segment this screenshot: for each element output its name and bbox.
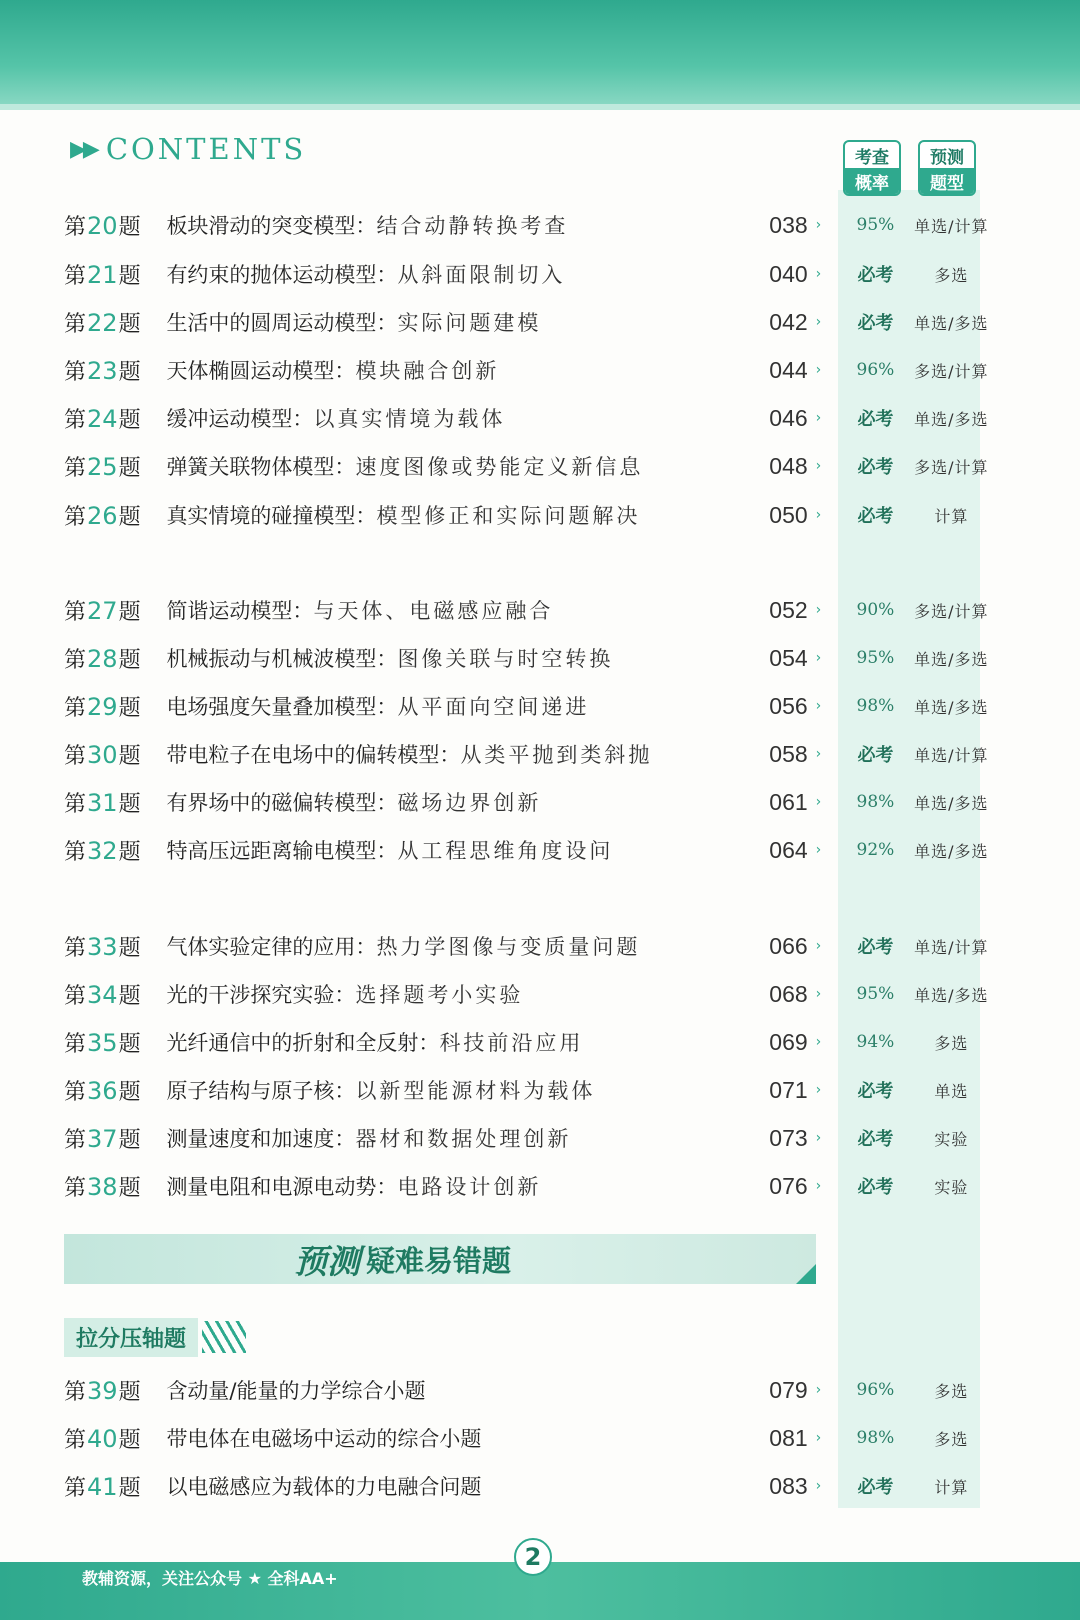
chevron-right-icon: › [815, 1034, 822, 1050]
chevron-right-icon: › [815, 314, 822, 330]
page-ref: 061 [769, 788, 808, 815]
exam-probability-header-line2: 概率 [845, 168, 899, 194]
question-number-value: 23 [87, 356, 118, 385]
exam-probability: 必考 [857, 745, 894, 766]
question-number [64, 595, 166, 626]
topic-model-name: 生活中的圆周运动模型： [166, 311, 398, 335]
toc-row[interactable] [64, 638, 994, 678]
question-number-prefix: 第 [64, 504, 87, 530]
page-ref: 064 [769, 836, 808, 863]
topic-title [166, 595, 754, 625]
toc-row[interactable] [64, 446, 994, 486]
question-number-value: 24 [87, 404, 118, 433]
chevron-right-icon: › [815, 794, 822, 810]
topic-model-name: 简谐运动模型： [166, 599, 314, 623]
toc-row[interactable] [64, 495, 994, 535]
question-number [64, 787, 166, 818]
topic-model-name: 以电磁感应为载体的力电融合问题 [166, 1475, 482, 1499]
exam-probability: 94% [856, 1032, 895, 1052]
topic-subtitle: 从类平抛到类斜抛 [460, 743, 653, 767]
toc-row[interactable] [64, 974, 994, 1014]
question-number-prefix: 第 [64, 1175, 87, 1201]
topic-subtitle: 图像关联与时空转换 [397, 647, 614, 671]
predicted-question-type: 计算 [934, 1477, 969, 1497]
question-number-prefix: 第 [64, 791, 87, 817]
question-number-suffix: 题 [118, 311, 141, 337]
question-number-prefix: 第 [64, 839, 87, 865]
top-decor-band [0, 0, 1080, 110]
chevron-right-icon: › [815, 1382, 822, 1398]
toc-row[interactable] [64, 926, 994, 966]
question-number-prefix: 第 [64, 647, 87, 673]
page-ref: 038 [769, 211, 808, 238]
chevron-right-icon: › [815, 1430, 822, 1446]
topic-subtitle: 磁场边界创新 [397, 791, 542, 815]
toc-row[interactable] [64, 350, 994, 390]
question-number-prefix: 第 [64, 1379, 87, 1405]
exam-probability-header-line1: 考查 [855, 147, 889, 168]
toc-row[interactable] [64, 734, 994, 774]
chevron-right-icon: › [815, 266, 822, 282]
page-ref: 071 [769, 1076, 808, 1103]
question-number-suffix: 题 [118, 791, 141, 817]
topic-title [166, 1423, 754, 1453]
question-number-suffix: 题 [118, 1379, 141, 1405]
question-number-suffix: 题 [118, 983, 141, 1009]
topic-model-name: 原子结构与原子核： [166, 1079, 356, 1103]
topic-title [166, 835, 754, 865]
predicted-question-type: 单选/多选 [914, 313, 989, 333]
topic-model-name: 带电体在电磁场中运动的综合小题 [166, 1427, 482, 1451]
question-number-prefix: 第 [64, 1475, 87, 1501]
predicted-question-type: 多选/计算 [914, 601, 989, 621]
question-number-prefix: 第 [64, 455, 87, 481]
topic-subtitle: 科技前沿应用 [439, 1031, 584, 1055]
question-number [64, 1423, 166, 1454]
topic-subtitle: 模型修正和实际问题解决 [376, 504, 641, 528]
predicted-question-type: 多选 [934, 1381, 969, 1401]
question-number [64, 835, 166, 866]
toc-row[interactable] [64, 205, 994, 245]
question-number [64, 355, 166, 386]
topic-title [166, 691, 754, 721]
topic-subtitle: 从平面向空间递进 [397, 695, 590, 719]
exam-probability: 必考 [857, 265, 894, 286]
chevron-right-icon: › [815, 507, 822, 523]
question-number-prefix: 第 [64, 599, 87, 625]
question-number [64, 307, 166, 338]
predicted-question-type: 多选/计算 [914, 361, 989, 381]
topic-title [166, 259, 754, 289]
topic-title [166, 1075, 754, 1105]
predicted-type-header [918, 140, 976, 196]
question-number-value: 21 [87, 260, 118, 289]
topic-model-name: 测量电阻和电源电动势： [166, 1175, 398, 1199]
question-number [64, 210, 166, 241]
page-ref: 076 [769, 1172, 808, 1199]
page-ref: 079 [769, 1376, 808, 1403]
topic-model-name: 光纤通信中的折射和全反射： [166, 1031, 440, 1055]
question-number-value: 29 [87, 692, 118, 721]
question-number-value: 39 [87, 1376, 118, 1405]
chevron-right-icon: › [815, 1178, 822, 1194]
toc-row[interactable] [64, 398, 994, 438]
question-number [64, 739, 166, 770]
page-ref: 052 [769, 596, 808, 623]
question-number-value: 38 [87, 1172, 118, 1201]
topic-title [166, 307, 754, 337]
question-number-prefix: 第 [64, 359, 87, 385]
question-number-value: 28 [87, 644, 118, 673]
page-ref: 069 [769, 1028, 808, 1055]
chevron-right-icon: › [815, 1082, 822, 1098]
topic-title [166, 1171, 754, 1201]
chevron-right-icon: › [815, 986, 822, 1002]
question-number-value: 22 [87, 308, 118, 337]
exam-probability: 必考 [857, 937, 894, 958]
page-ref: 073 [769, 1124, 808, 1151]
predicted-question-type: 单选 [934, 1081, 969, 1101]
question-number-prefix: 第 [64, 1127, 87, 1153]
page-ref: 083 [769, 1472, 808, 1499]
predicted-question-type: 单选/多选 [914, 697, 989, 717]
question-number-prefix: 第 [64, 983, 87, 1009]
chevron-right-icon: › [815, 362, 822, 378]
question-number [64, 451, 166, 482]
topic-subtitle: 从斜面限制切入 [397, 263, 566, 287]
predicted-type-header-line1: 预测 [930, 147, 964, 168]
topic-title [166, 1027, 754, 1057]
topic-subtitle: 以真实情境为载体 [313, 407, 506, 431]
topic-title [166, 1471, 754, 1501]
predicted-question-type: 多选/计算 [914, 457, 989, 477]
question-number-prefix: 第 [64, 1427, 87, 1453]
chevron-right-icon: › [815, 602, 822, 618]
question-number-value: 37 [87, 1124, 118, 1153]
topic-model-name: 含动量/能量的力学综合小题 [166, 1379, 426, 1403]
predicted-question-type: 计算 [934, 506, 969, 526]
question-number-prefix: 第 [64, 263, 87, 289]
contents-heading [70, 132, 306, 166]
question-number-value: 34 [87, 980, 118, 1009]
topic-model-name: 机械振动与机械波模型： [166, 647, 398, 671]
double-chevron-icon: ▶▶ [70, 136, 96, 162]
topic-subtitle: 速度图像或势能定义新信息 [355, 455, 644, 479]
topic-title [166, 979, 754, 1009]
question-number-suffix: 题 [118, 359, 141, 385]
exam-probability: 必考 [857, 506, 894, 527]
topic-title [166, 787, 754, 817]
question-number-prefix: 第 [64, 311, 87, 337]
toc-row[interactable] [64, 1070, 994, 1110]
toc-row[interactable] [64, 830, 994, 870]
predicted-question-type: 单选/多选 [914, 985, 989, 1005]
topic-model-name: 测量速度和加速度： [166, 1127, 356, 1151]
question-number-suffix: 题 [118, 743, 141, 769]
predicted-question-type: 单选/计算 [914, 937, 989, 957]
toc-row[interactable] [64, 686, 994, 726]
exam-probability: 必考 [857, 457, 894, 478]
topic-subtitle: 器材和数据处理创新 [355, 1127, 572, 1151]
predicted-question-type: 多选 [934, 1033, 969, 1053]
exam-probability: 必考 [857, 409, 894, 430]
exam-probability: 98% [856, 792, 895, 812]
question-number-suffix: 题 [118, 695, 141, 721]
question-number-suffix: 题 [118, 599, 141, 625]
subsection-label [64, 1316, 246, 1358]
toc-row[interactable] [64, 1118, 994, 1158]
question-number [64, 1027, 166, 1058]
exam-probability: 必考 [857, 313, 894, 334]
hatch-stripes-icon [202, 1321, 246, 1353]
question-number-suffix: 题 [118, 1475, 141, 1501]
question-number-value: 33 [87, 932, 118, 961]
question-number-suffix: 题 [118, 1079, 141, 1105]
topic-subtitle: 从工程思维角度设问 [397, 839, 614, 863]
question-number-value: 41 [87, 1472, 118, 1501]
topic-subtitle: 实际问题建模 [397, 311, 542, 335]
exam-probability: 92% [856, 840, 895, 860]
topic-title [166, 931, 754, 961]
chevron-right-icon: › [815, 1130, 822, 1146]
section-banner [64, 1234, 816, 1284]
page-ref: 058 [769, 740, 808, 767]
question-number-value: 30 [87, 740, 118, 769]
page-ref: 050 [769, 501, 808, 528]
topic-model-name: 缓冲运动模型： [166, 407, 314, 431]
question-number [64, 500, 166, 531]
chevron-right-icon: › [815, 746, 822, 762]
predicted-question-type: 单选/多选 [914, 793, 989, 813]
question-number-suffix: 题 [118, 263, 141, 289]
topic-subtitle: 与天体、电磁感应融合 [313, 599, 554, 623]
page-ref: 068 [769, 980, 808, 1007]
question-number-value: 36 [87, 1076, 118, 1105]
topic-model-name: 带电粒子在电场中的偏转模型： [166, 743, 461, 767]
predicted-question-type: 单选/计算 [914, 745, 989, 765]
topic-title [166, 355, 754, 385]
toc-row[interactable] [64, 1022, 994, 1062]
topic-model-name: 气体实验定律的应用： [166, 935, 377, 959]
topic-model-name: 弹簧关联物体模型： [166, 455, 356, 479]
chevron-right-icon: › [815, 217, 822, 233]
question-number [64, 259, 166, 290]
page-ref: 042 [769, 308, 808, 335]
chevron-right-icon: › [815, 938, 822, 954]
question-number [64, 1075, 166, 1106]
page-number: 2 [514, 1538, 552, 1576]
footer-text: 教辅资源，关注公众号 ★ 全科AA+ [82, 1569, 338, 1588]
page-ref: 040 [769, 260, 808, 287]
question-number [64, 691, 166, 722]
topic-subtitle: 结合动静转换考查 [376, 214, 569, 238]
toc-row[interactable] [64, 1370, 994, 1410]
question-number-value: 27 [87, 596, 118, 625]
predicted-question-type: 实验 [934, 1177, 969, 1197]
topic-subtitle: 模块融合创新 [355, 359, 500, 383]
topic-title [166, 403, 754, 433]
question-number [64, 1171, 166, 1202]
exam-probability: 必考 [857, 1477, 894, 1498]
question-number-value: 20 [87, 211, 118, 240]
topic-subtitle: 选择题考小实验 [355, 983, 524, 1007]
question-number [64, 1123, 166, 1154]
chevron-right-icon: › [815, 458, 822, 474]
topic-title [166, 1123, 754, 1153]
question-number-prefix: 第 [64, 214, 87, 240]
toc-row[interactable] [64, 254, 994, 294]
banner-title-highlight: 预测 [294, 1241, 360, 1281]
topic-model-name: 板块滑动的突变模型： [166, 214, 377, 238]
predicted-type-header-line2: 题型 [920, 168, 974, 194]
page-ref: 066 [769, 932, 808, 959]
topic-model-name: 真实情境的碰撞模型： [166, 504, 377, 528]
question-number-suffix: 题 [118, 1427, 141, 1453]
page-ref: 048 [769, 452, 808, 479]
page-ref: 054 [769, 644, 808, 671]
chevron-right-icon: › [815, 650, 822, 666]
question-number-suffix: 题 [118, 1031, 141, 1057]
question-number-suffix: 题 [118, 1127, 141, 1153]
toc-row[interactable] [64, 590, 994, 630]
topic-model-name: 有约束的抛体运动模型： [166, 263, 398, 287]
question-number-prefix: 第 [64, 1031, 87, 1057]
exam-probability-header [843, 140, 901, 196]
page-ref: 081 [769, 1424, 808, 1451]
topic-model-name: 特高压远距离输电模型： [166, 839, 398, 863]
question-number [64, 403, 166, 434]
chevron-right-icon: › [815, 1478, 822, 1494]
page-ref: 046 [769, 404, 808, 431]
topic-title [166, 739, 754, 769]
predicted-question-type: 单选/多选 [914, 649, 989, 669]
predicted-question-type: 单选/多选 [914, 841, 989, 861]
exam-probability: 98% [856, 1428, 895, 1448]
topic-subtitle: 电路设计创新 [397, 1175, 542, 1199]
chevron-right-icon: › [815, 410, 822, 426]
question-number [64, 979, 166, 1010]
topic-model-name: 天体椭圆运动模型： [166, 359, 356, 383]
question-number-suffix: 题 [118, 647, 141, 673]
banner-title-rest: 疑难易错题 [366, 1243, 512, 1278]
topic-title [166, 500, 754, 530]
question-number-value: 25 [87, 452, 118, 481]
exam-probability: 必考 [857, 1081, 894, 1102]
toc-row[interactable] [64, 1418, 994, 1458]
chevron-right-icon: › [815, 698, 822, 714]
topic-title [166, 1375, 754, 1405]
question-number-suffix: 题 [118, 839, 141, 865]
topic-model-name: 电场强度矢量叠加模型： [166, 695, 398, 719]
question-number-value: 32 [87, 836, 118, 865]
question-number-value: 26 [87, 501, 118, 530]
predicted-question-type: 实验 [934, 1129, 969, 1149]
exam-probability: 必考 [857, 1129, 894, 1150]
exam-probability: 95% [856, 648, 895, 668]
exam-probability: 96% [856, 1380, 895, 1400]
topic-title [166, 210, 754, 240]
predicted-question-type: 多选 [934, 1429, 969, 1449]
predicted-question-type: 多选 [934, 265, 969, 285]
predicted-question-type: 单选/多选 [914, 409, 989, 429]
exam-probability: 95% [856, 984, 895, 1004]
exam-probability: 95% [856, 215, 895, 235]
question-number-suffix: 题 [118, 935, 141, 961]
question-number-prefix: 第 [64, 407, 87, 433]
question-number-suffix: 题 [118, 455, 141, 481]
question-number-suffix: 题 [118, 504, 141, 530]
question-number-value: 40 [87, 1424, 118, 1453]
question-number [64, 1471, 166, 1502]
exam-probability: 必考 [857, 1177, 894, 1198]
contents-title-text: CONTENTS [105, 132, 307, 166]
question-number-value: 31 [87, 788, 118, 817]
question-number-prefix: 第 [64, 935, 87, 961]
page-ref: 044 [769, 356, 808, 383]
toc-row[interactable] [64, 1166, 994, 1206]
page-ref: 056 [769, 692, 808, 719]
topic-subtitle: 以新型能源材料为载体 [355, 1079, 596, 1103]
topic-model-name: 有界场中的磁偏转模型： [166, 791, 398, 815]
toc-row[interactable] [64, 1466, 994, 1506]
question-number-suffix: 题 [118, 407, 141, 433]
question-number [64, 1375, 166, 1406]
question-number-value: 35 [87, 1028, 118, 1057]
question-number-suffix: 题 [118, 1175, 141, 1201]
topic-model-name: 光的干涉探究实验： [166, 983, 356, 1007]
topic-title [166, 643, 754, 673]
question-number [64, 931, 166, 962]
toc-row[interactable] [64, 782, 994, 822]
exam-probability: 96% [856, 360, 895, 380]
predicted-question-type: 单选/计算 [914, 216, 989, 236]
exam-probability: 98% [856, 696, 895, 716]
topic-subtitle: 热力学图像与变质量问题 [376, 935, 641, 959]
question-number-prefix: 第 [64, 695, 87, 721]
question-number-prefix: 第 [64, 1079, 87, 1105]
subsection-label-text: 拉分压轴题 [64, 1318, 198, 1357]
question-number-prefix: 第 [64, 743, 87, 769]
chevron-right-icon: › [815, 842, 822, 858]
question-number-suffix: 题 [118, 214, 141, 240]
exam-probability: 90% [856, 600, 895, 620]
banner-corner-triangle-icon [796, 1264, 816, 1284]
toc-row[interactable] [64, 302, 994, 342]
question-number [64, 643, 166, 674]
topic-title [166, 451, 754, 481]
